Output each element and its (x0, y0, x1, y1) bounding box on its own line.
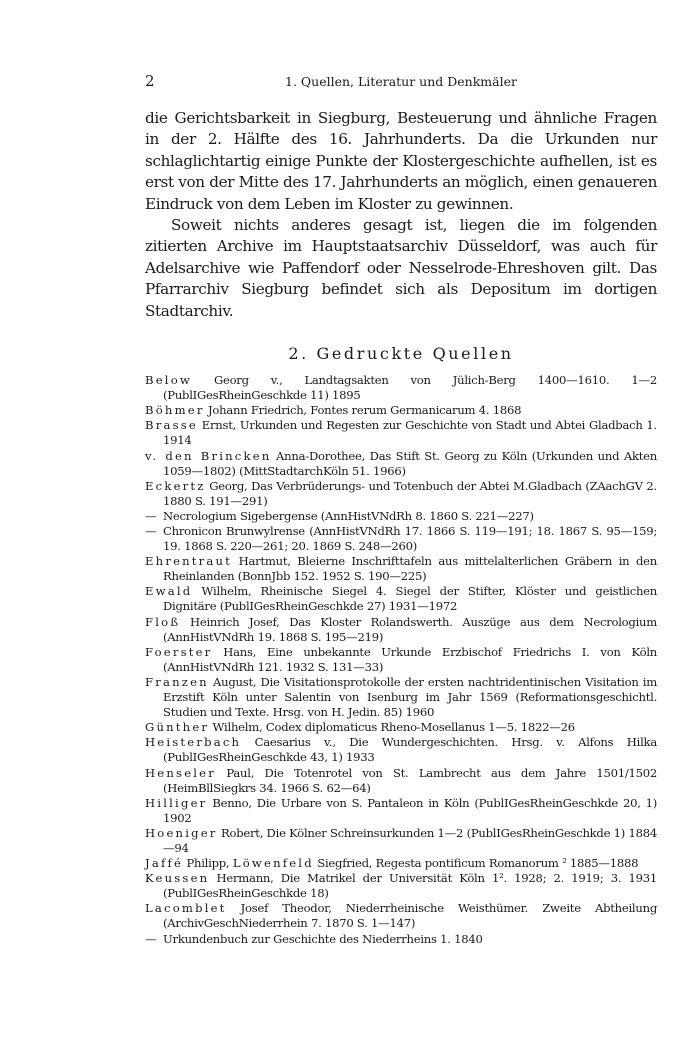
entry-author: Heisterbach (145, 735, 242, 750)
paragraph: Soweit nichts anderes gesagt ist, liegen die im folgenden zitierten Archive im Hauptstaatsarchiv Düsseldorf, was auch für Adelsarchive wie Paffendorf oder Nesselrode-Ehreshoven gilt. Das Pfarrarchiv Siegburg befindet sich als Depositum im dortigen Stadtarchiv. (145, 216, 657, 320)
entry-text: Heinrich Josef, Das Kloster Rolandswerth. Auszüge aus dem Necrologium (AnnHistVNdRh 19. 1868 S. 195—219) (163, 614, 657, 644)
ditto-dash: — (145, 508, 157, 523)
entry-author: Floß (145, 614, 181, 629)
entry-author: Henseler (145, 765, 216, 780)
entry-author: Foerster (145, 644, 213, 659)
entry-author: Eckertz (145, 478, 206, 493)
entry-text: Wilhelm, Codex diplomaticus Rheno-Mosellanus 1—5. 1822—26 (209, 720, 575, 735)
entry-text: Paul, Die Totenrotel von St. Lambrecht aus dem Jahre 1501/1502 (HeimBllSiegkrs 34. 1966 S. 62—64) (163, 765, 657, 795)
bibliography-entry (145, 871, 657, 901)
entry-text: Georg v., Landtagsakten von Jülich-Berg 1400—1610. 1—2 (PublIGesRheinGeschkde 11) 1895 (163, 373, 657, 403)
bibliography-entry (145, 554, 657, 584)
page-header (145, 74, 657, 94)
entry-text: Philipp, (183, 856, 233, 871)
entry-author: Ehrentraut (145, 554, 233, 569)
entry-text: Hermann, Die Matrikel der Universität Köln 1². 1928; 2. 1919; 3. 1931 (PublIGesRheinGeschkde 18) (163, 871, 657, 901)
bibliography-entry (145, 675, 657, 720)
entry-author: Brasse (145, 418, 198, 433)
entry-author: Günther (145, 720, 210, 735)
entry-text: Siegfried, Regesta pontificum Romanorum ² 1885—1888 (313, 856, 639, 871)
entry-text: Benno, Die Urbare von S. Pantaleon in Köln (PublIGesRheinGeschkde 20, 1) 1902 (163, 795, 657, 825)
bibliography-entry (145, 720, 657, 735)
entry-text: Josef Theodor, Niederrheinische Weisthümer. Zweite Abtheilung (ArchivGeschNiederrhein 7. 1870 S. 1—147) (163, 901, 657, 931)
entry-text: Caesarius v., Die Wundergeschichten. Hrsg. v. Alfons Hilka (PublIGesRheinGeschkde 43, 1) 1933 (163, 735, 657, 765)
page-number: 2 (145, 72, 155, 90)
entry-author: Jaffé (145, 856, 184, 871)
entry-author: Below (145, 373, 192, 388)
bibliography-entry (145, 418, 657, 448)
bibliography-entry (145, 766, 657, 796)
bibliography-entry (145, 403, 657, 418)
bibliography-entry (145, 901, 657, 931)
entry-text: Wilhelm, Rheinische Siegel 4. Siegel der Stifter, Klöster und geistlichen Dignitäre (PublIGesRheinGeschkde 27) 1931—1972 (163, 584, 657, 614)
entry-text: Hartmut, Bleierne Inschrifttafeln aus mittelalterlichen Gräbern in den Rheinlanden (BonnJbb 152. 1952 S. 190—225) (163, 554, 657, 584)
running-head: 1. Quellen, Literatur und Denkmäler (285, 74, 517, 89)
bibliography-entry (145, 373, 657, 403)
entry-author: Löwenfeld (232, 856, 314, 871)
ditto-dash: — (145, 931, 157, 946)
bibliography-entry (145, 645, 657, 675)
bibliography-entry (145, 449, 657, 479)
body-text (145, 108, 657, 322)
entry-text: August, Die Visitationsprotokolle der ersten nachtridentinischen Visitation im Erzstift Köln unter Salentin von Isenburg im Jahr 1569 (Reformationsgeschichtl. Studien und Texte. Hrsg. von H. Jedin. 85) 1960 (163, 674, 657, 720)
entry-text: Hans, Eine unbekannte Urkunde Erzbischof Friedrichs I. von Köln (AnnHistVNdRh 121. 1932 S. 131—33) (163, 644, 657, 674)
entry-text: Georg, Das Verbrüderungs- und Totenbuch der Abtei M.Gladbach (ZAachGV 2. 1880 S. 191—291) (163, 478, 657, 508)
entry-author: Lacomblet (145, 901, 227, 916)
entry-text: Necrologium Sigebergense (AnnHistVNdRh 8. 1860 S. 221—227) (163, 508, 534, 523)
bibliography-entry (145, 796, 657, 826)
bibliography-entry (145, 479, 657, 509)
ditto-dash: — (145, 524, 157, 538)
entry-author: Keussen (145, 871, 210, 886)
bibliography-entry (145, 932, 657, 947)
bibliography-entry (145, 856, 657, 871)
entry-text: Ernst, Urkunden und Regesten zur Geschichte von Stadt und Abtei Gladbach 1. 1914 (163, 418, 657, 448)
bibliography-list (145, 373, 657, 947)
entry-author: Franzen (145, 674, 209, 689)
entry-author: Böhmer (145, 403, 205, 418)
bibliography-entry (145, 584, 657, 614)
entry-author: Hilliger (145, 795, 208, 810)
bibliography-entry (145, 615, 657, 645)
entry-text: Anna-Dorothee, Das Stift St. Georg zu Köln (Urkunden und Akten 1059—1802) (MittStadtarchKöln 51. 1966) (163, 448, 657, 478)
entry-author: v. den Brincken (145, 448, 272, 463)
entry-author: Ewald (145, 584, 193, 599)
section-heading: 2. Gedruckte Quellen (288, 344, 514, 364)
paragraph: die Gerichtsbarkeit in Siegburg, Besteuerung und ähnliche Fragen in der 2. Hälfte des 16. Jahrhunderts. Da die Urkunden nur schlaglichtartig einige Punkte der Klostergeschichte aufhellen, ist es erst von der Mitte des 17. Jahrhunderts an möglich, einen genaueren Eindruck von dem Leben im Kloster zu gewinnen. (145, 109, 657, 213)
bibliography-entry (145, 509, 657, 524)
book-page (145, 74, 657, 947)
entry-text: Urkundenbuch zur Geschichte des Niederrheins 1. 1840 (163, 931, 483, 946)
entry-text: Robert, Die Kölner Schreinsurkunden 1—2 (PublIGesRheinGeschkde 1) 1884—94 (163, 825, 657, 855)
entry-text: Johann Friedrich, Fontes rerum Germanicarum 4. 1868 (204, 403, 522, 418)
bibliography-entry (145, 735, 657, 765)
bibliography-entry (145, 524, 657, 554)
entry-text: Chronicon Brunwylrense (AnnHistVNdRh 17. 1866 S. 119—191; 18. 1867 S. 95—159; 19. 1868 S. 220—261; 20. 1869 S. 248—260) (163, 524, 657, 554)
bibliography-entry (145, 826, 657, 856)
entry-author: Hoeniger (145, 825, 218, 840)
